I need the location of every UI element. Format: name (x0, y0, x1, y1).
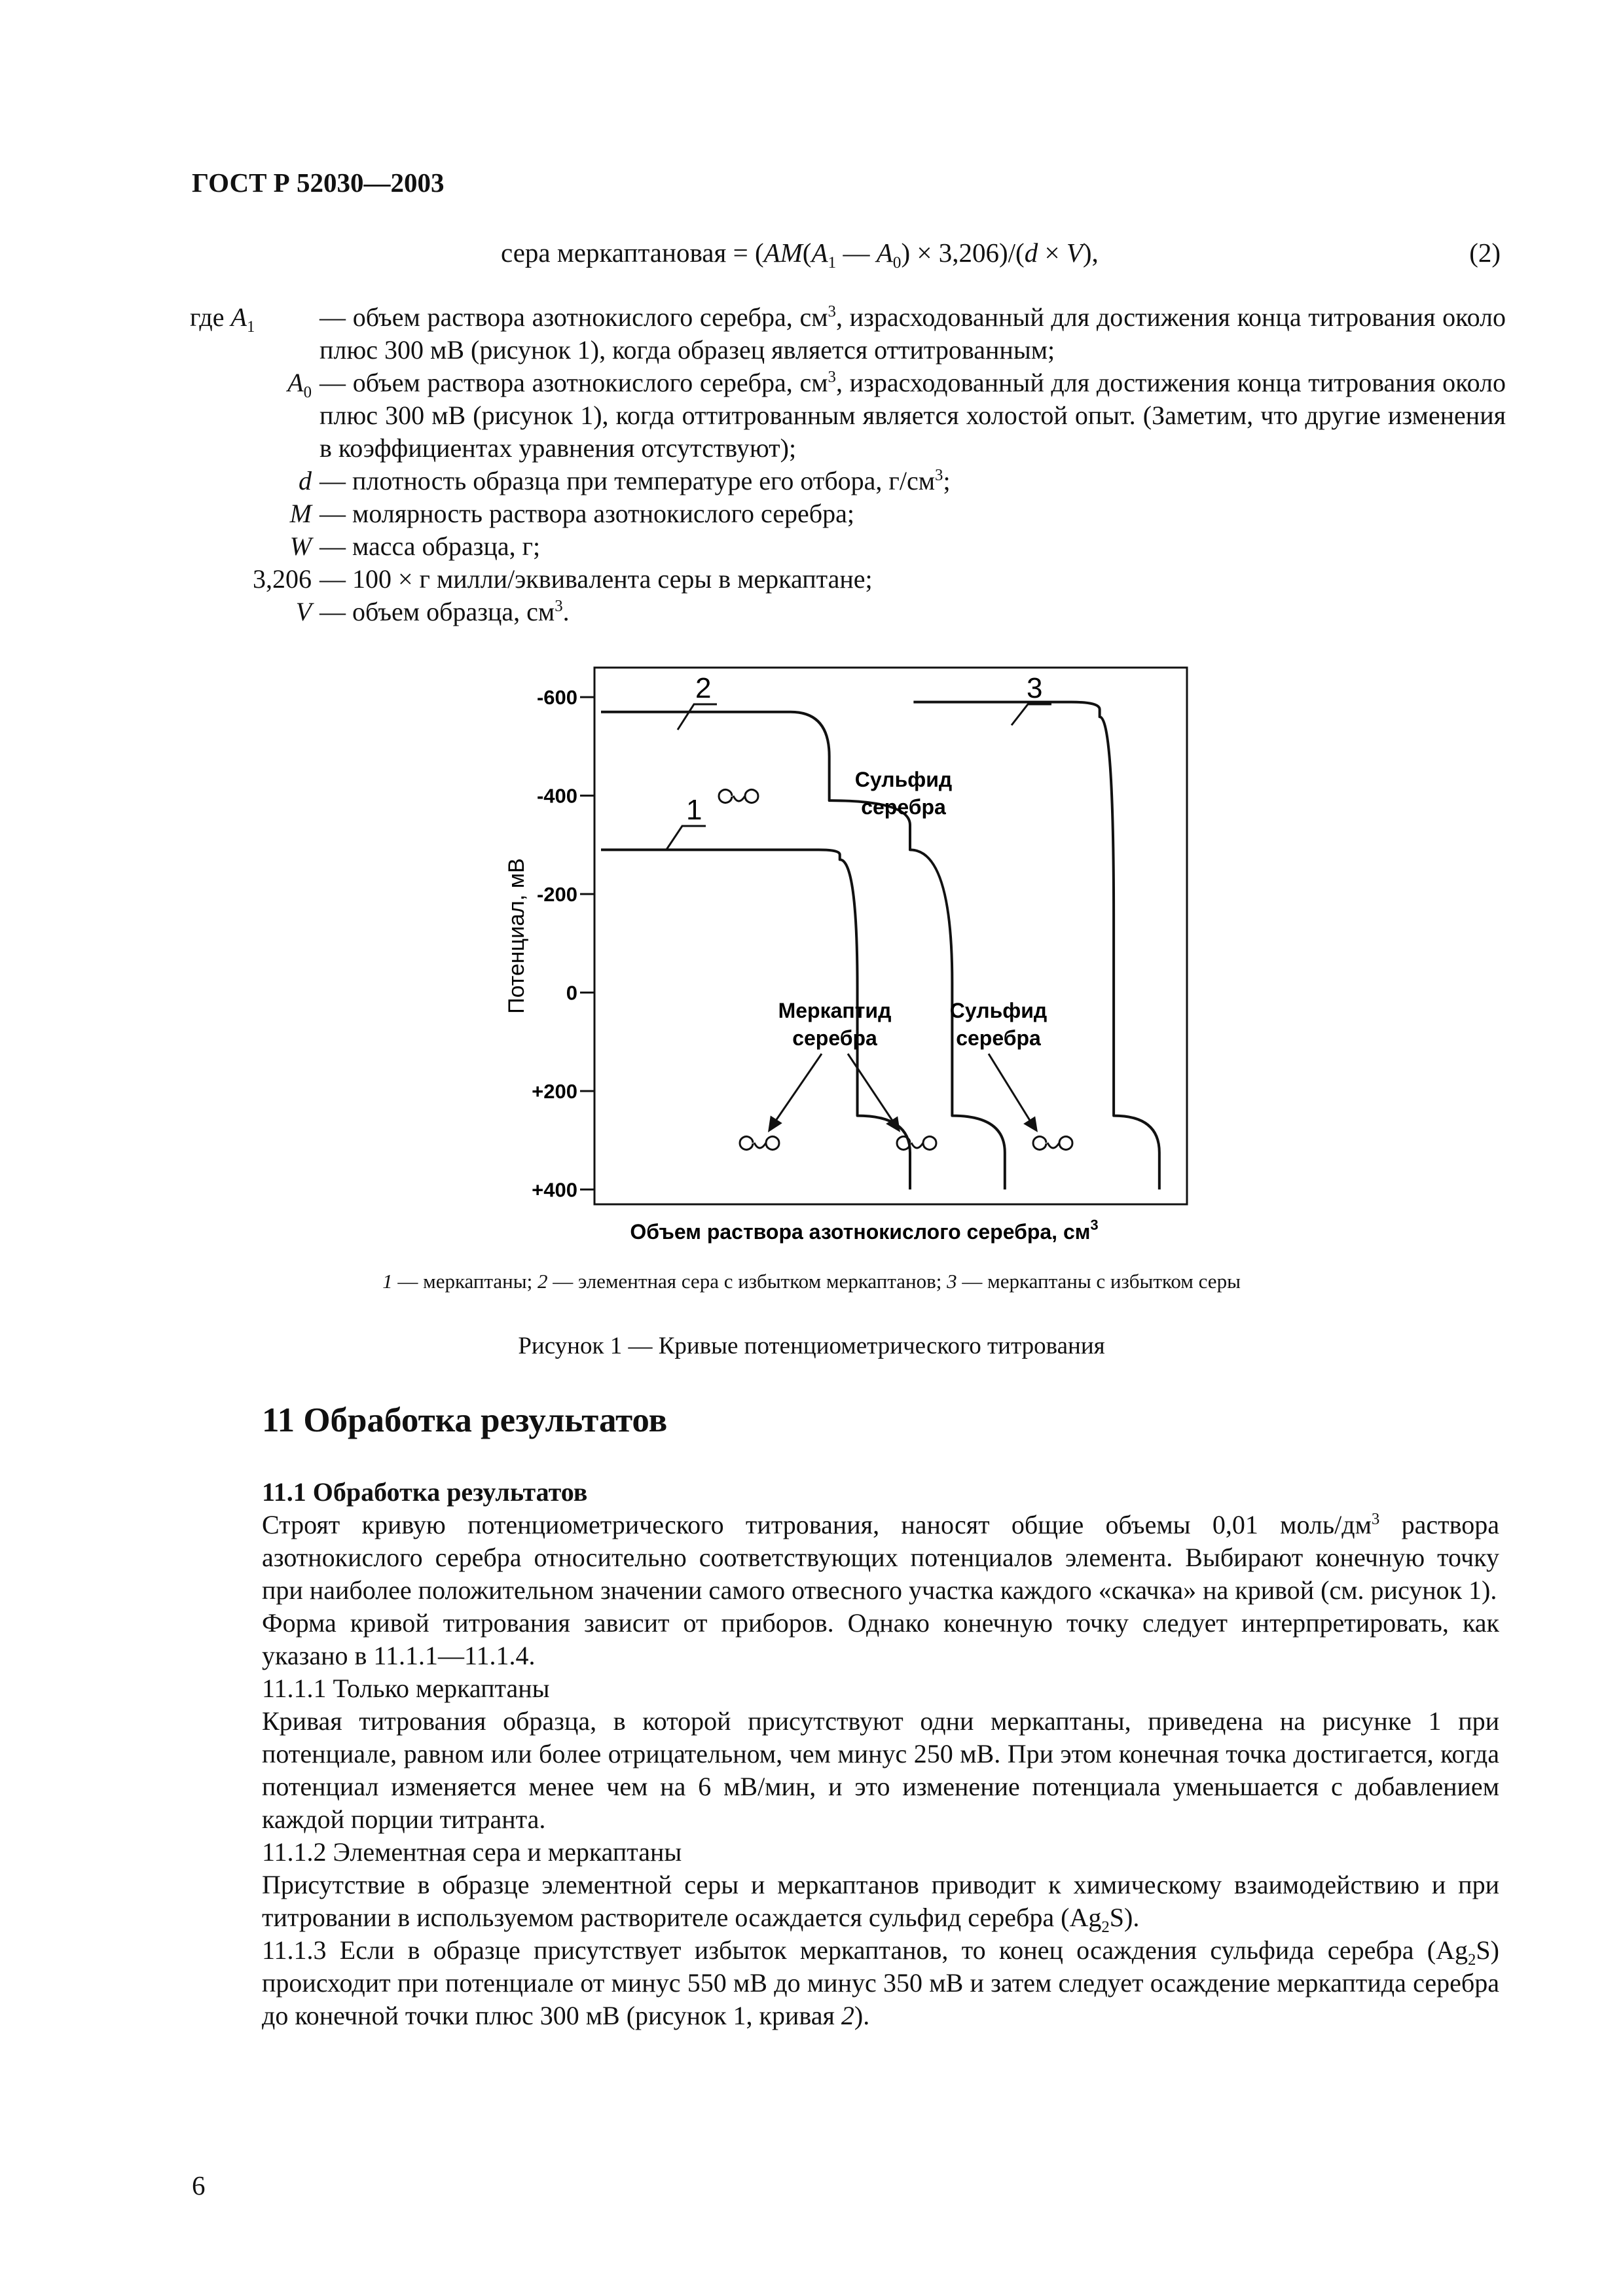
definition-w: W — масса образца, г; (289, 531, 541, 561)
figure-caption: Рисунок 1 — Кривые потенциометрического титрования (518, 1333, 1105, 1359)
definition-v: V — объем образца, $см^3$. (295, 597, 570, 626)
annotation-arrows (769, 1054, 1036, 1130)
variable-definitions (190, 301, 1506, 628)
paragraph-3: Кривая титрования образца, в которой присутствуют одни меркаптаны, приведена на рисунке 1 при потенциале, равном или более отрицательном, чем минус 250 мВ. При этом конечная точка достигается, когда потенциал изменяется менее чем на 6 мВ/мин, и это изменение потенциала уменьшается с добавлением каждой порции титранта. (262, 1706, 1499, 1834)
y-tick-label: +400 (532, 1178, 577, 1202)
curve-label-3: 3 (1027, 672, 1043, 704)
y-tick-label: -600 (536, 686, 577, 709)
definition-m: M — молярность раствора азотнокислого серебра; (289, 499, 854, 528)
curve-label-2: 2 (695, 672, 712, 704)
paragraph-4: Присутствие в образце элементной серы и меркаптанов приводит к химическому взаимодействию и при титровании в используемом растворителе осаждается сульфид серебра $(Ag_2S)$. (262, 1870, 1499, 1936)
definition-3206: 3,206 — 100 × г милли/эквивалента серы в меркаптане; (253, 564, 873, 594)
subsection-title: 11.1 Обработка результатов (262, 1477, 588, 1507)
annotation-sulfide-right: Сульфид серебра (949, 999, 1048, 1050)
definition-a1: где $A_1$ — объем раствора азотнокислого серебра, $см^3$, израсходованный для достижения конца титрования около плюс 300 мВ (рисунок 1), когда образец является оттитрованным; (190, 302, 1506, 365)
formula-2: сера меркаптановая = ($AM(A_1$ — $A_0) \times 3,206)/(d \times V)$, (501, 238, 1099, 272)
y-tick-label: -200 (536, 883, 577, 906)
curve-leader-3 (1012, 704, 1051, 725)
titration-chart (458, 661, 1231, 1263)
definition-d: d — плотность образца при температуре его отбора, $г/см^3$; (299, 466, 951, 495)
heading-11-1-2: 11.1.2 Элементная сера и меркаптаны (262, 1837, 682, 1867)
section-body (262, 1476, 1499, 2032)
heading-11-1-1: 11.1.1 Только меркаптаны (262, 1674, 550, 1703)
curve-leader-1 (666, 826, 706, 850)
y-tick-label: 0 (566, 981, 577, 1005)
page-number: 6 (192, 2170, 206, 2200)
y-tick-label: +200 (532, 1079, 577, 1103)
paragraph-5: 11.1.3 Если в образце присутствует избыток меркаптанов, то конец осаждения сульфида серебра $(Ag_2S)$ происходит при потенциале от минус 550 мВ до минус 350 мВ и затем следует осаждение меркаптида серебра до конечной точки плюс 300 мВ (рисунок 1, кривая 2). (262, 1935, 1499, 2030)
curve-label-1: 1 (686, 794, 702, 826)
definition-a0: $A_0$ — объем раствора азотнокислого серебра, $см^3$, израсходованный для достижения конца титрования около плюс 300 мВ (рисунок 1), когда оттитрованным является холостой опыт. (Заметим, что другие изменения в коэффициентах уравнения отсутствуют); (287, 368, 1506, 463)
curve-leader-2 (678, 704, 717, 730)
y-tick-label: -400 (536, 784, 577, 808)
paragraph-2: Форма кривой титрования зависит от приборов. Однако конечную точку следует интерпретировать, как указано в 11.1.1—11.1.4. (262, 1608, 1499, 1670)
formula-number: (2) (1469, 238, 1501, 268)
annotation-mercaptide: Меркаптид серебра (778, 999, 892, 1050)
precipitate-markers (719, 790, 1072, 1150)
annotation-sulfide-top: Сульфид серебра (854, 768, 953, 819)
y-axis-label: Потенциал, мВ (504, 858, 529, 1014)
figure-legend: 1 — меркаптаны; 2 — элементная сера с избытком меркаптанов; 3 — меркаптаны с избытком серы (382, 1270, 1241, 1293)
x-axis-label: Объем раствора азотнокислого серебра, $см^3$ (630, 1217, 1099, 1244)
paragraph-1: Строят кривую потенциометрического титрования, наносят общие объемы 0,01 моль/$дм^3$ раствора азотнокислого серебра относительно соответствующих потенциалов элемента. Выбирают конечную точку при наиболее положительном значении самого отвесного участка каждого «скачка» на кривой (см. рисунок 1). (262, 1510, 1500, 1605)
document-header: ГОСТ Р 52030—2003 (192, 168, 445, 198)
section-title: 11 Обработка результатов (262, 1401, 668, 1439)
